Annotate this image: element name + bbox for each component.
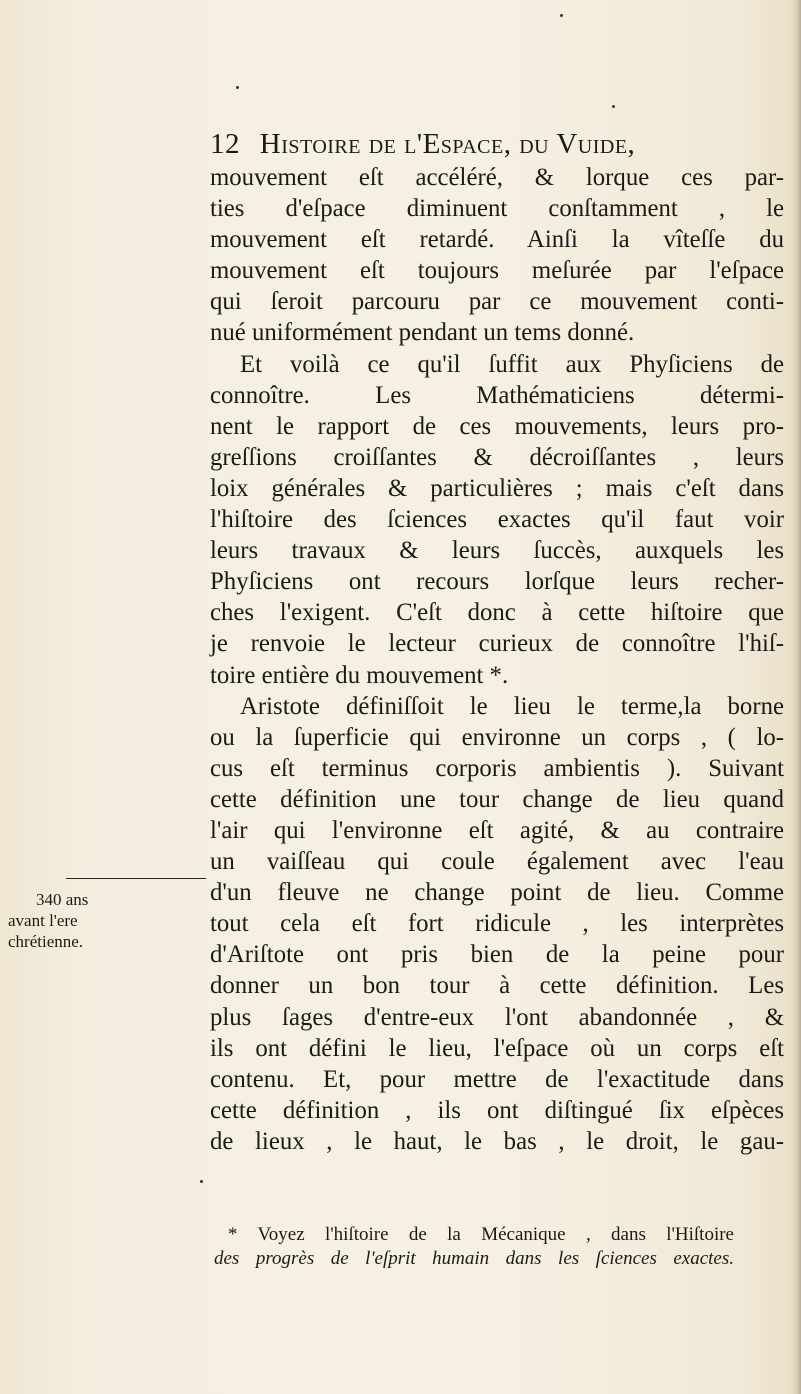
body-text xyxy=(210,162,784,1157)
text-line: d'Ariſtote ont pris bien de la peine pour xyxy=(210,941,784,969)
paper-speck xyxy=(560,14,563,17)
text-line: Aristote définiſſoit le lieu le terme,la borne xyxy=(240,692,784,720)
text-line: toire entière du mouvement *. xyxy=(210,661,509,689)
text-line: nent le rapport de ces mouvements, leurs pro- xyxy=(210,412,784,440)
text-line: Phyſiciens ont recours lorſque leurs recher- xyxy=(210,568,784,596)
text-line: loix générales & particulières ; mais c'eſt dans xyxy=(210,474,784,502)
text-line: cette définition , ils ont diſtingué ſix eſpèces xyxy=(210,1096,784,1124)
text-line: mouvement eſt accéléré, & lorque ces par- xyxy=(210,164,784,191)
text-line: ches l'exigent. C'eſt donc à cette hiſtoire que xyxy=(210,599,784,627)
text-line: mouvement eſt toujours meſurée par l'eſpace xyxy=(210,257,784,285)
text-line: de lieux , le haut, le bas , le droit, le gau- xyxy=(210,1127,784,1155)
running-title: Histoire de l'Espace, du Vuide, xyxy=(259,128,636,160)
text-line: cus eſt terminus corporis ambientis ). Suivant xyxy=(210,754,784,782)
text-line: je renvoie le lecteur curieux de connoître l'hiſ- xyxy=(210,630,784,658)
text-line: ils ont défini le lieu, l'eſpace où un corps eſt xyxy=(210,1034,784,1062)
text-line: connoître. Les Mathématiciens détermi- xyxy=(210,381,784,409)
margin-note-date: 340 ans xyxy=(36,890,89,909)
margin-note-era: avant l'ere xyxy=(8,911,78,930)
text-line: plus ſages d'entre-eux l'ont abandonnée , & xyxy=(210,1003,784,1031)
text-line: donner un bon tour à cette définition. Les xyxy=(210,972,784,1000)
text-line: un vaiſſeau qui coule également avec l'eau xyxy=(210,848,784,876)
page-edge-shadow xyxy=(791,0,801,1394)
text-line: Et voilà ce qu'il ſuffit aux Phyſiciens de xyxy=(240,350,784,378)
text-line: mouvement eſt retardé. Ainſi la vîteſſe du xyxy=(210,226,784,254)
text-line: qui ſeroit parcouru par ce mouvement conti- xyxy=(210,288,784,316)
text-line: l'air qui l'environne eſt agité, & au contraire xyxy=(210,816,784,844)
text-line: cette définition une tour change de lieu quand xyxy=(210,785,784,813)
text-line: ties d'eſpace diminuent conſtamment , le xyxy=(210,195,784,223)
text-line: greſſions croiſſantes & décroiſſantes , leurs xyxy=(210,443,784,471)
page-header xyxy=(210,128,635,161)
paper-speck xyxy=(612,105,615,108)
footnote xyxy=(214,1223,734,1271)
footnote-line: * Voyez l'hiſtoire de la Mécanique , dans l'Hiſtoire xyxy=(228,1224,734,1245)
text-line: contenu. Et, pour mettre de l'exactitude dans xyxy=(210,1065,784,1093)
paper-speck xyxy=(200,1180,203,1183)
text-line: ou la ſuperficie qui environne un corps , ( lo- xyxy=(210,723,784,751)
text-line: tout cela eſt fort ridicule , les interprètes xyxy=(210,910,784,938)
text-line: d'un fleuve ne change point de lieu. Comme xyxy=(210,879,784,907)
page-number: 12 xyxy=(210,128,240,160)
margin-note-christian: chrétienne. xyxy=(8,932,84,951)
margin-rule xyxy=(66,878,206,879)
text-line: l'hiſtoire des ſciences exactes qu'il faut voir xyxy=(210,506,784,534)
paper-speck xyxy=(236,86,239,89)
text-line: leurs travaux & leurs ſuccès, auxquels les xyxy=(210,537,784,565)
text-line: nué uniformément pendant un tems donné. xyxy=(210,319,635,347)
footnote-line: des progrès de l'eſprit humain dans les ſciences exactes. xyxy=(214,1248,734,1269)
